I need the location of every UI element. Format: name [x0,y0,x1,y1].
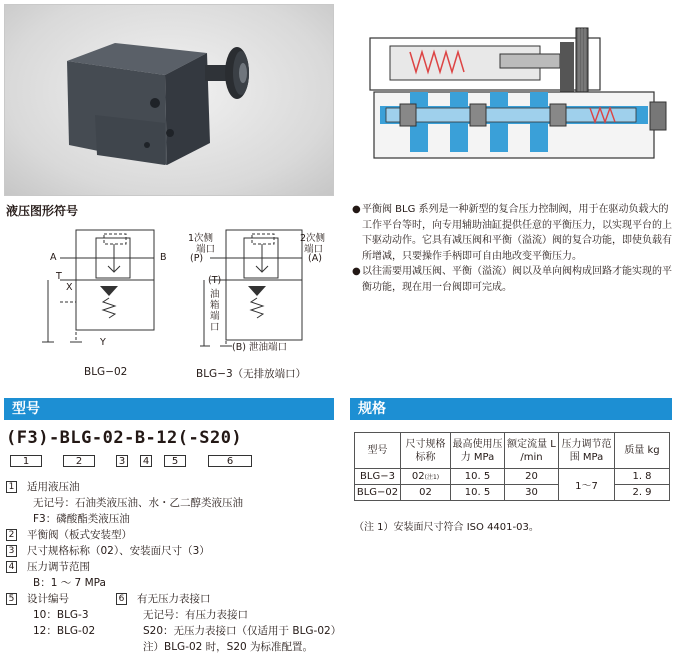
col-range: 压力调节范围 MPa [559,433,615,469]
bullet: ● [352,204,361,215]
legend-2: 2 平衡阀（板式安装型） [6,527,346,543]
valve-photo-illustration [5,5,335,197]
model-box-2: 2 [63,455,95,467]
right-tank: (T) [208,275,222,286]
spec-table [354,432,670,501]
right-tank-vertical: 油箱端口 [210,289,220,333]
legend-6b: S20：无压力表接口（仅适用于 BLG-02） [143,625,342,637]
model-header: 型号 [4,398,334,420]
table-row: BLG−3 02(注1) 10. 5 20 1～7 1. 8 [355,469,670,485]
col-pressure: 最高使用压力 MPa [451,433,505,469]
legend-5a: 10：BLG-3 [33,609,89,621]
spec-header: 规格 [350,398,672,420]
left-port-a: A [50,252,57,263]
legend-6-block [116,591,348,655]
bullet: ● [352,266,361,277]
left-port-b: B [160,252,167,263]
legend-1: 1 适用液压油 [6,479,346,495]
table-row: BLG−02 02 10. 5 30 2. 9 [355,485,670,501]
symbols-title: 液压图形符号 [6,204,79,218]
right-port2b: 端口 [304,244,324,255]
col-flow: 额定流量 L /min [505,433,559,469]
right-port2: 2次侧 [300,233,326,244]
left-port-y: Y [100,337,106,348]
model-legend [6,479,346,591]
model-box-5: 5 [164,455,186,467]
col-mass: 质量 kg [615,433,670,469]
description-p1: ● 平衡阀 BLG 系列是一种新型的复合压力控制阀，用于在驱动负载大的工作平台等时，向专用辅助油缸提供任意的平衡压力，以实现平台的上下驱动动作。它具有减压阀和平衡（溢流）阀的复合功能，即使负载有所增减，只要操作手柄即可自由地改变平衡压力。 [352,204,672,262]
legend-6c: 注）BLG-02 时，S20 为标准配置。 [143,641,314,653]
model-code: (F3)-BLG-02-B-12(-S20) [6,428,243,448]
product-photo [4,4,334,196]
description-p2: ● 以往需要用减压阀、平衡（溢流）阀以及单向阀构成回路才能实现的平衡功能，现在用一台阀即可完成。 [352,266,672,293]
model-box-4: 4 [140,455,152,467]
col-model: 型号 [355,433,401,469]
symbol-blg-02 [40,222,170,354]
right-port2c: (A) [308,253,322,264]
left-port-t: T [56,271,62,282]
legend-1a: 无记号：石油类液压油、水・乙二醇类液压油 [33,497,243,509]
legend-5-block [6,591,116,639]
legend-1b: F3：磷酸酯类液压油 [33,513,130,525]
right-drain: (B) 泄油端口 [232,342,287,353]
legend-6a: 无记号：有压力表接口 [143,609,248,621]
cutaway-drawing [350,20,675,170]
right-port1c: (P) [190,253,204,264]
description [352,202,672,295]
left-caption: BLG−02 [84,366,128,378]
right-caption: BLG−3（无排放端口） [196,368,307,380]
legend-6: 6 有无压力表接口 [116,591,348,607]
spec-header-row [355,433,670,469]
legend-3: 3 尺寸规格标称（02）、安装面尺寸（3） [6,543,346,559]
right-port1: 1次侧 [188,233,214,244]
model-box-6: 6 [208,455,252,467]
legend-5b: 12：BLG-02 [33,625,96,637]
spec-note: （注 1）安装面尺寸符合 ISO 4401-03。 [354,522,539,533]
col-size: 尺寸规格标称 [401,433,451,469]
legend-4: 4 压力调节范围 [6,559,346,575]
left-port-x: X [66,282,73,293]
model-box-3: 3 [116,455,128,467]
model-box-1: 1 [10,455,42,467]
legend-4a: B：1 ～ 7 MPa [33,577,106,589]
legend-5: 5 设计编号 [6,591,116,607]
right-port1b: 端口 [196,244,216,255]
